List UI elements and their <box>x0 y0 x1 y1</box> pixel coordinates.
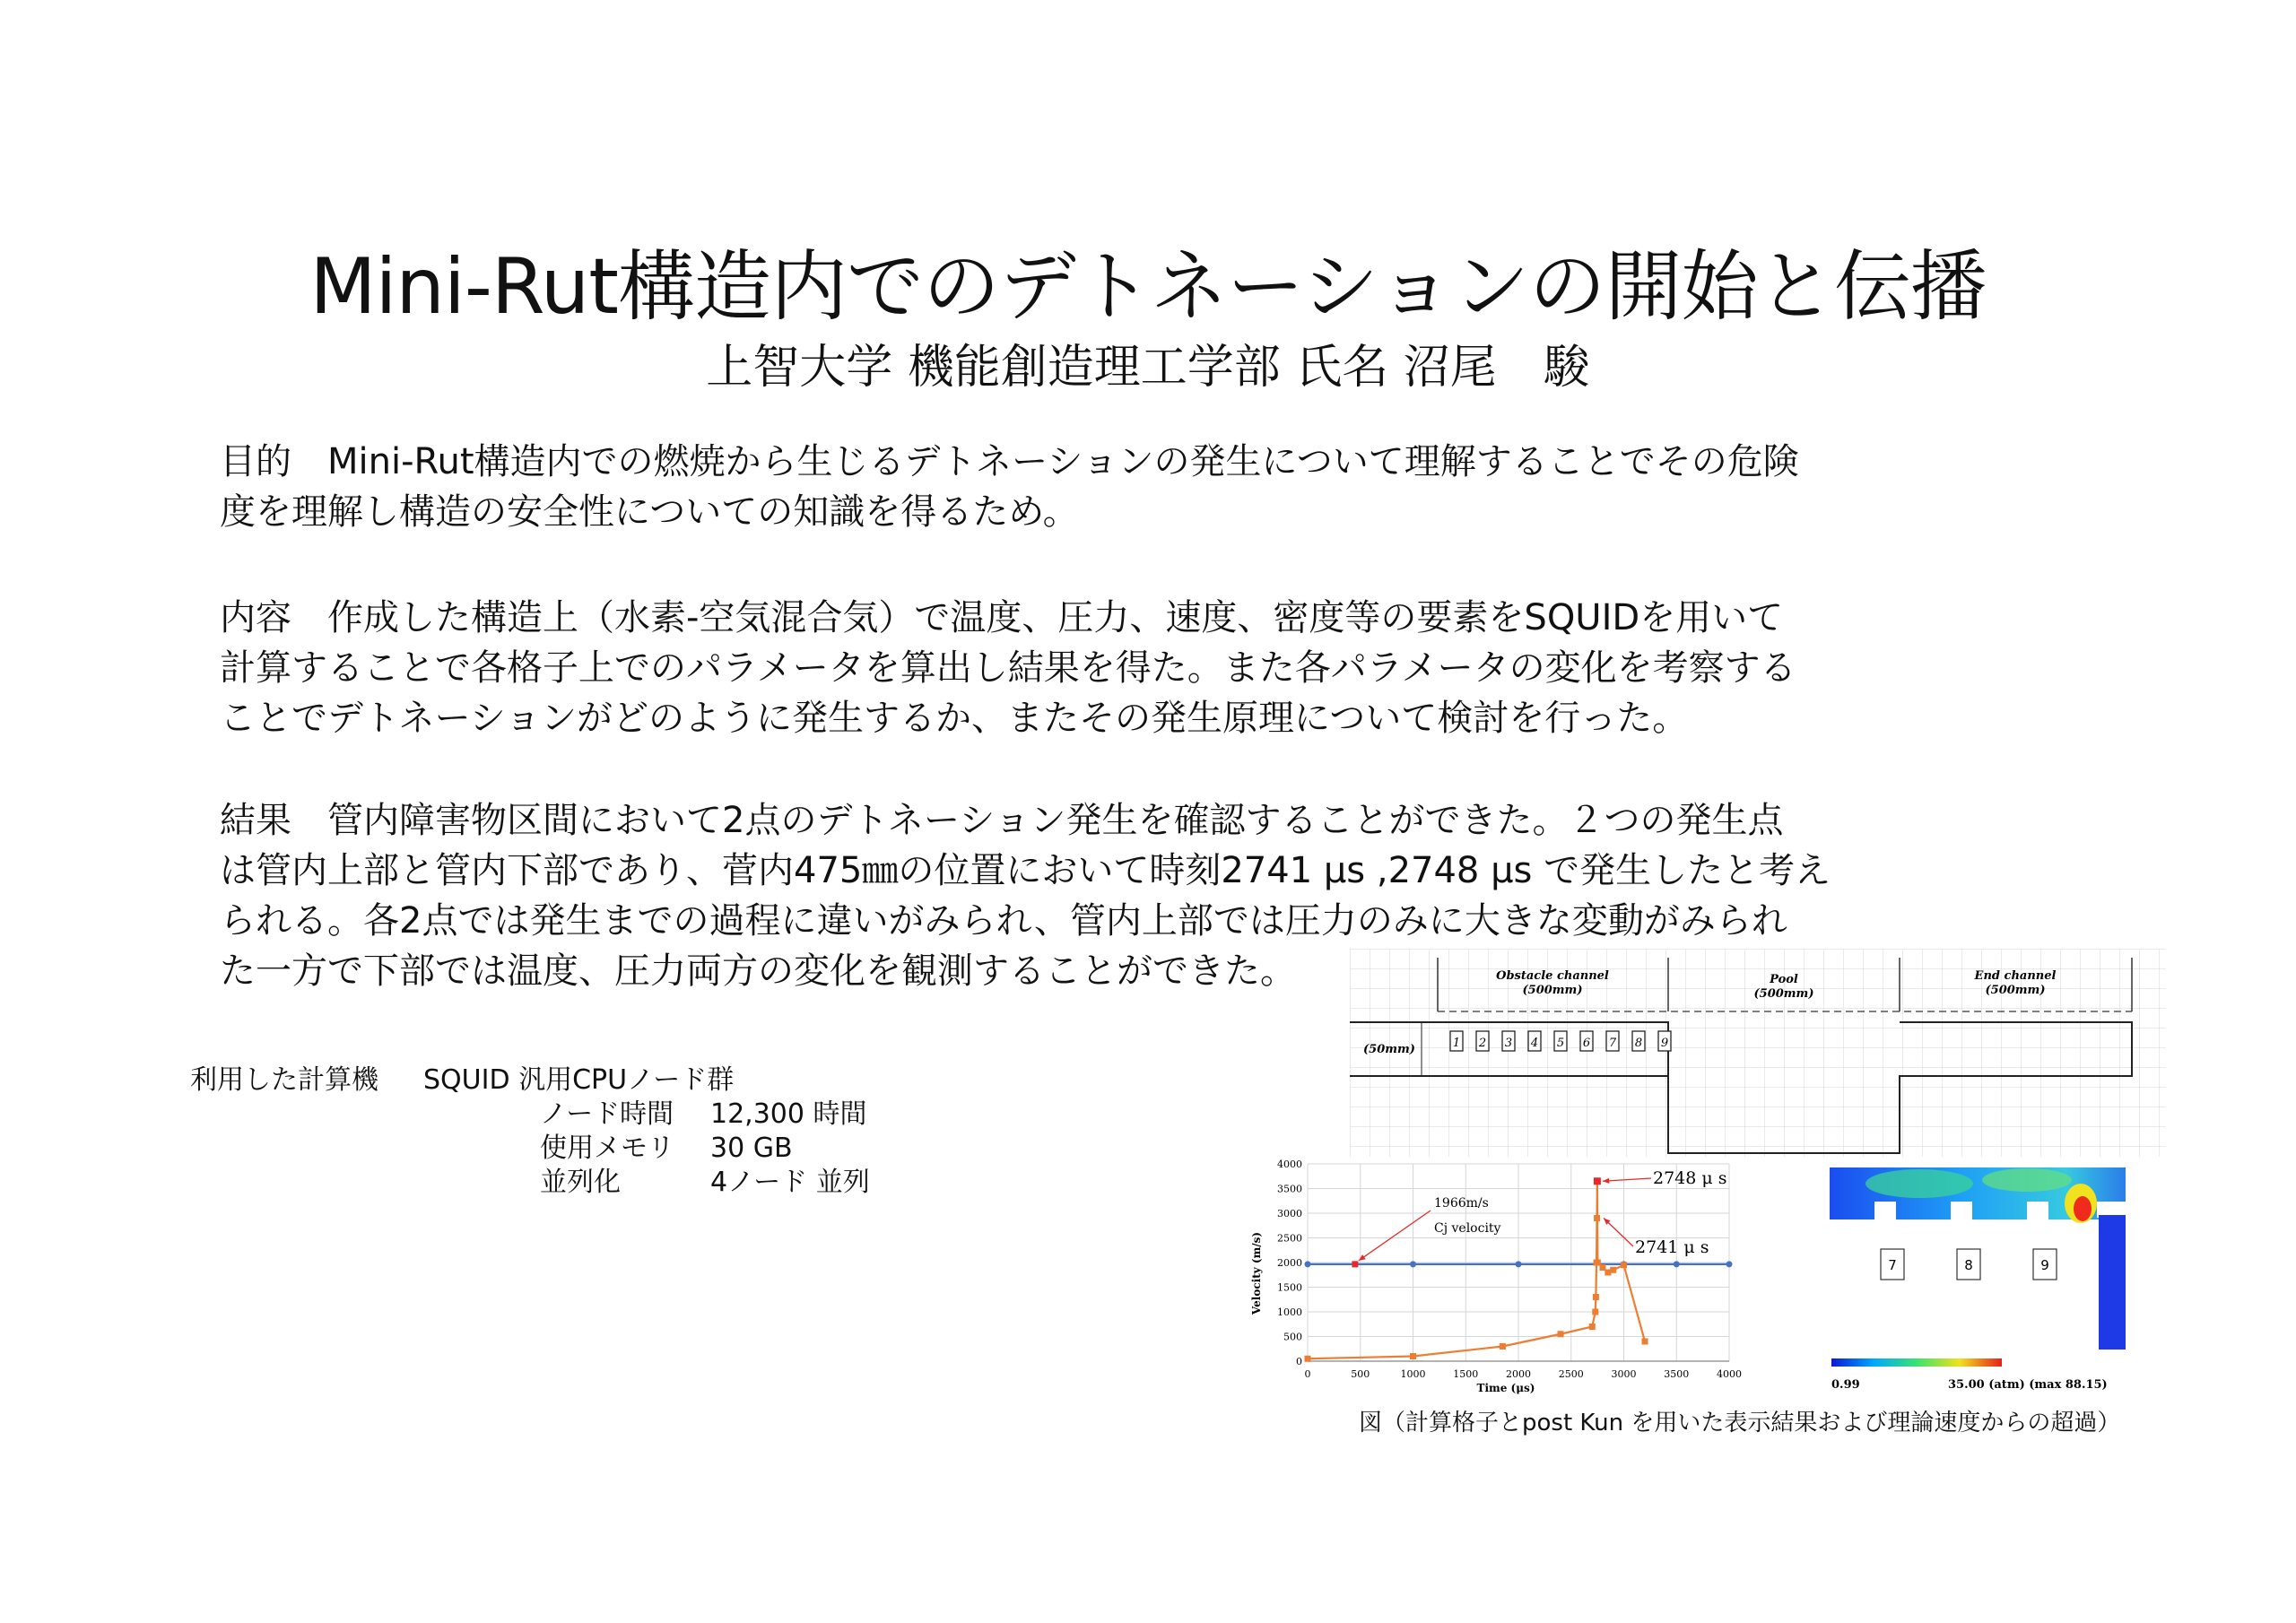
y-tick-label: 1500 <box>1277 1281 1302 1294</box>
annotation-arrow <box>1603 1178 1651 1181</box>
section-size: (500mm) <box>1753 987 1814 1001</box>
page-title: Mini-Rut構造内でのデトネーションの開始と伝播 <box>309 242 1987 332</box>
content-line: 内容 作成した構造上（水素-空気混合気）で温度、圧力、速度、密度等の要素をSQUIDを用いて <box>220 597 1784 638</box>
x-tick-label: 0 <box>1304 1368 1311 1380</box>
data-point <box>1410 1353 1416 1359</box>
colorbar <box>1831 1358 2002 1367</box>
y-tick-label: 2000 <box>1277 1257 1302 1269</box>
x-tick-label: 4000 <box>1717 1368 1742 1380</box>
data-point <box>1410 1261 1416 1267</box>
obstacle-number: 9 <box>1660 1037 1669 1050</box>
data-point <box>1592 1309 1598 1315</box>
data-point <box>1305 1356 1311 1362</box>
y-tick-label: 0 <box>1296 1356 1302 1367</box>
purpose-line: 度を理解し構造の安全性についての知識を得るため。 <box>220 491 1079 533</box>
obstacle-number: 5 <box>1556 1037 1565 1050</box>
obstacle-number: 8 <box>1634 1037 1643 1050</box>
computer-label: 利用した計算機 <box>190 1064 378 1096</box>
spec-value: 4ノード 並列 <box>710 1167 870 1198</box>
annotation-arrow <box>1359 1211 1431 1261</box>
data-point <box>1516 1261 1522 1267</box>
data-point <box>1589 1324 1596 1330</box>
annotation-cj: Cj velocity <box>1434 1221 1501 1236</box>
content-line: ことでデトネーションがどのように発生するか、またその発生原理について検討を行った。 <box>220 698 1689 739</box>
x-tick-label: 1000 <box>1400 1368 1426 1380</box>
obstacle-number: 4 <box>1530 1037 1539 1050</box>
channel-schematic <box>1350 949 2166 1157</box>
section-size: (500mm) <box>1522 984 1583 997</box>
author-line: 上智大学 機能創造理工学部 氏名 沼尾 駿 <box>706 341 1590 395</box>
section-name: Obstacle channel <box>1496 969 1609 983</box>
peak-marker <box>1594 1177 1601 1185</box>
data-point <box>1594 1215 1600 1221</box>
content-line: 計算することで各格子上でのパラメータを算出し結果を得た。また各パラメータの変化を考察する <box>220 647 1796 689</box>
purpose-line: 目的 Mini-Rut構造内での燃焼から生じるデトネーションの発生について理解することでその危険 <box>220 441 1799 482</box>
computer-info <box>190 1063 870 1200</box>
x-tick-label: 3000 <box>1611 1368 1637 1380</box>
annotation-2741: 2741 μ s <box>1635 1237 1709 1257</box>
y-tick-label: 500 <box>1283 1331 1302 1343</box>
annotation-velocity: 1966m/s <box>1434 1196 1489 1211</box>
obstacle-number: 7 <box>1608 1037 1617 1050</box>
obstacle-number: 2 <box>1478 1037 1487 1050</box>
data-point <box>1610 1267 1616 1273</box>
obstacle-label: 7 <box>1888 1257 1897 1273</box>
data-point <box>1642 1339 1648 1345</box>
colorbar-max: 35.00 (atm) (max 88.15) <box>1948 1378 2108 1392</box>
section-name: Pool <box>1770 973 1798 986</box>
y-tick-label: 3000 <box>1277 1208 1302 1219</box>
obstacle-number: 1 <box>1452 1037 1461 1050</box>
spec-key: 使用メモリ <box>540 1133 674 1164</box>
velocity-chart <box>1240 1157 1743 1397</box>
y-tick-label: 1000 <box>1277 1306 1302 1318</box>
annotation-2748: 2748 μ s <box>1653 1168 1727 1188</box>
height-label: (50mm) <box>1363 1043 1415 1056</box>
x-tick-label: 500 <box>1351 1368 1370 1380</box>
spec-key: 並列化 <box>540 1167 621 1198</box>
obstacle-label: 8 <box>1964 1257 1973 1273</box>
spec-value: 12,300 時間 <box>710 1098 867 1130</box>
results-line: られる。各2点では発生までの過程に違いがみられ、管内上部では圧力のみに大きな変動がみられ <box>220 900 1787 942</box>
y-axis-label: Velocity (m/s) <box>1250 1231 1263 1315</box>
data-point <box>1500 1343 1506 1350</box>
data-point <box>1558 1331 1564 1337</box>
obstacle-label: 9 <box>2040 1257 2049 1273</box>
x-tick-label: 2500 <box>1558 1368 1584 1380</box>
spec-value: 30 GB <box>710 1133 793 1164</box>
data-point <box>1305 1261 1311 1267</box>
data-point <box>1726 1261 1733 1267</box>
results-line: は管内上部と管内下部であり、菅内475㎜の位置において時刻2741 μs ,2748 μs で発生したと考え <box>220 850 1831 891</box>
data-point <box>1621 1262 1627 1268</box>
spec-key: ノード時間 <box>540 1098 674 1130</box>
y-tick-label: 3500 <box>1277 1183 1302 1195</box>
y-tick-label: 4000 <box>1277 1159 1302 1170</box>
y-tick-label: 2500 <box>1277 1232 1302 1245</box>
purpose-paragraph <box>220 437 1924 537</box>
section-name: End channel <box>1974 969 2057 983</box>
cj-marker <box>1352 1261 1358 1267</box>
obstacle-number: 6 <box>1582 1037 1591 1050</box>
section-size: (500mm) <box>1985 984 2046 997</box>
x-tick-label: 3500 <box>1664 1368 1690 1380</box>
x-axis-label: Time (μs) <box>1476 1382 1535 1394</box>
obstacle-number: 3 <box>1504 1037 1513 1050</box>
results-line: た一方で下部では温度、圧力両方の変化を観測することができた。 <box>220 950 1296 992</box>
pressure-contour <box>1821 1166 2130 1399</box>
data-point <box>1593 1294 1599 1300</box>
results-line: 結果 管内障害物区間において2点のデトネーション発生を確認することができた。２つの発生点 <box>220 800 1784 841</box>
content-paragraph <box>220 593 1924 743</box>
data-point <box>1674 1261 1680 1267</box>
x-tick-label: 2000 <box>1506 1368 1531 1380</box>
computer-system: SQUID 汎用CPUノード群 <box>423 1064 735 1096</box>
x-tick-label: 1500 <box>1453 1368 1479 1380</box>
colorbar-min: 0.99 <box>1831 1378 1860 1392</box>
figure-caption: 図（計算格子とpost Kun を用いた表示結果および理論速度からの超過） <box>1359 1410 2121 1436</box>
